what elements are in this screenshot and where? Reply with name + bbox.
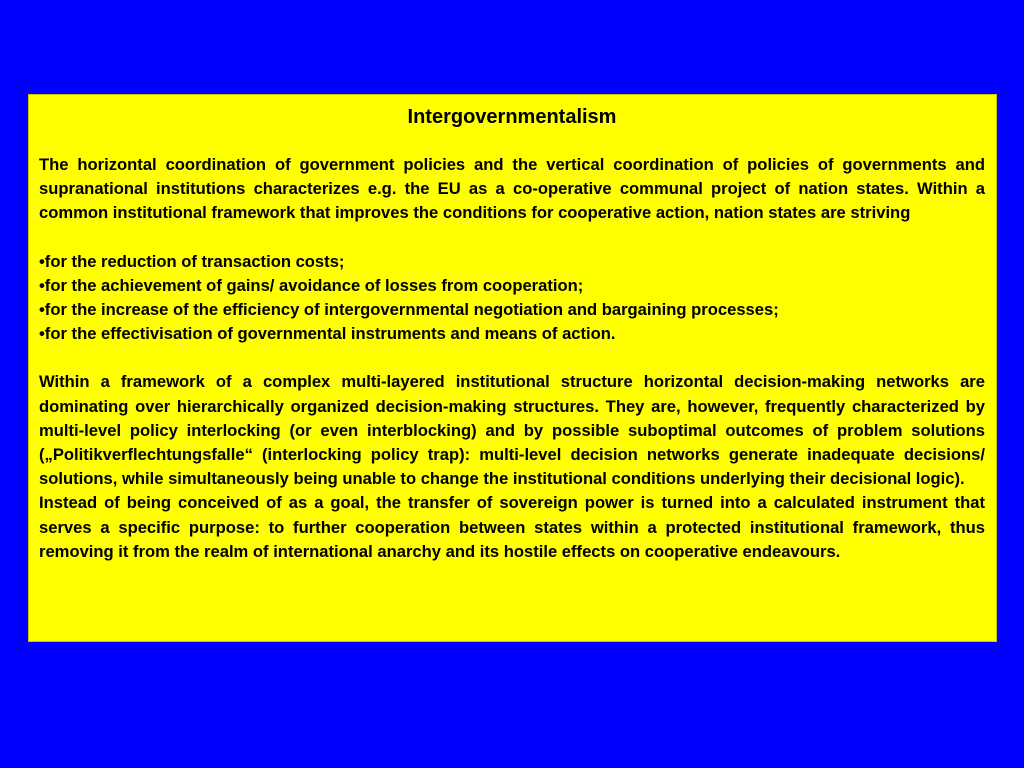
bullet-item: •for the increase of the efficiency of intergovernmental negotiation and bargaining processes; [39, 300, 779, 320]
sovereignty-paragraph: Instead of being conceived of as a goal, the transfer of sovereign power is turned into a calculated instrument that serves a specific purpose: to further cooperation between states within a protected institutional framework, thus removing it from the realm of international anarchy and its hostile effects on cooperative endeavours. [39, 493, 985, 561]
bullet-item: •for the reduction of transaction costs; [39, 251, 345, 271]
framework-paragraph: Within a framework of a complex multi-layered institutional structure horizontal decision-making networks are dominating over hierarchically organized decision-making structures. They are, however, frequently characterized by multi-level policy interlocking (or even interblocking) and by possible suboptimal outcomes of problem solutions („Politikverflechtungsfalle“ (interlocking policy trap): multi-level decision networks generate inadequate decisions/ solutions, while simultaneously being unable to change the institutional conditions underlying their decisional logic). [39, 372, 985, 489]
bullet-item: •for the achievement of gains/ avoidance of losses from cooperation; [39, 275, 584, 295]
intro-paragraph: The horizontal coordination of government policies and the vertical coordination of policies of governments and supranational institutions characterizes e.g. the EU as a co-operative communal project of nation states. Within a common institutional framework that improves the conditions for cooperative action, nation states are striving [39, 155, 985, 223]
spacer [39, 346, 985, 370]
content-box [28, 94, 997, 642]
bullet-item: •for the effectivisation of governmental instruments and means of action. [39, 324, 616, 344]
spacer [39, 226, 985, 250]
bullet-list [39, 250, 985, 347]
slide-title: Intergovernmentalism [407, 106, 617, 128]
